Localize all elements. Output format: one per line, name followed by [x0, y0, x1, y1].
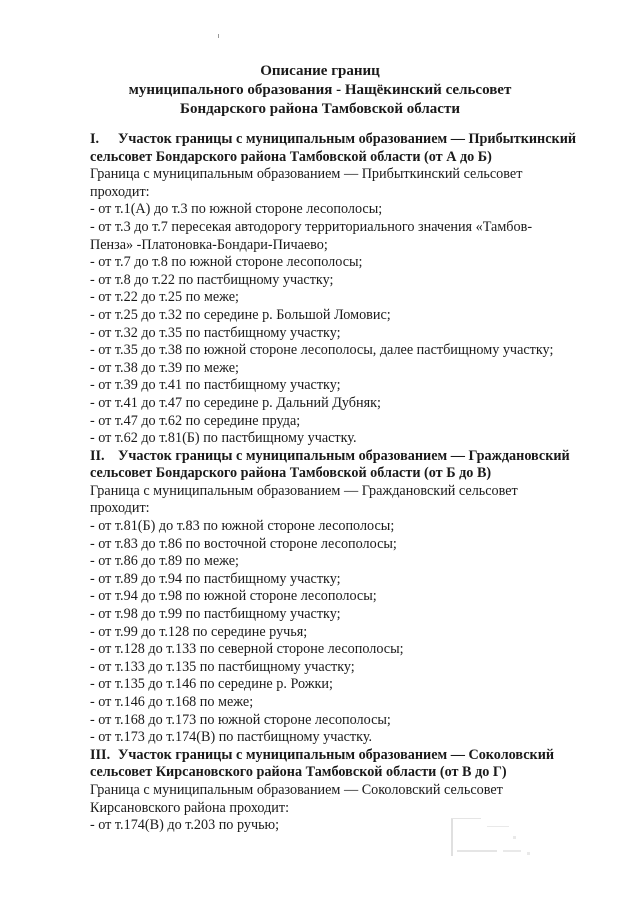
- boundary-item: - от т.3 до т.7 пересекая автодорогу территориального значения «Тамбов-: [90, 218, 533, 235]
- boundary-item: - от т.7 до т.8 по южной стороне лесополосы;: [90, 254, 363, 271]
- boundary-item: - от т.89 до т.94 по пастбищному участку;: [90, 570, 341, 587]
- boundary-item: - от т.47 до т.62 по середине пруда;: [90, 412, 301, 429]
- heading-line: сельсовет Бондарского района Тамбовской области (от А до Б): [90, 148, 492, 165]
- section-heading: [90, 131, 620, 166]
- intro-line: Кирсановского района проходит:: [90, 799, 290, 816]
- boundary-item: - от т.135 до т.146 по середине р. Рожки;: [90, 676, 333, 693]
- section-3: [90, 747, 620, 835]
- boundary-item: - от т.168 до т.173 по южной стороне лесополосы;: [90, 711, 391, 728]
- intro-line: Граница с муниципальным образованием — Граждановский сельсовет: [90, 482, 518, 499]
- boundary-item: - от т.22 до т.25 по меже;: [90, 289, 239, 306]
- boundary-item: - от т.146 до т.168 по меже;: [90, 694, 254, 710]
- boundary-item: - от т.86 до т.89 по меже;: [90, 553, 239, 570]
- boundary-item: - от т.174(В) до т.203 по ручью;: [90, 817, 280, 834]
- intro-line: Граница с муниципальным образованием — Соколовский сельсовет: [90, 781, 503, 798]
- boundary-item: - от т.35 до т.38 по южной стороне лесополосы, далее пастбищному участку;: [90, 342, 554, 359]
- section-numeral: III.: [90, 746, 111, 763]
- heading-line: сельсовет Кирсановского района Тамбовской области (от В до Г): [90, 764, 507, 781]
- section-heading: [90, 747, 620, 782]
- intro-line: проходит:: [90, 500, 150, 517]
- heading-line: Участок границы с муниципальным образованием — Прибыткинский: [118, 131, 577, 147]
- title-line: Бондарского района Тамбовской области: [180, 101, 460, 117]
- boundary-item: - от т.32 до т.35 по пастбищному участку;: [90, 324, 341, 341]
- section-numeral: I.: [90, 131, 100, 147]
- intro-line: Граница с муниципальным образованием — Прибыткинский сельсовет: [90, 166, 523, 183]
- boundary-item: - от т.1(А) до т.3 по южной стороне лесополосы;: [90, 201, 383, 218]
- heading-line: сельсовет Бондарского района Тамбовской области (от Б до В): [90, 465, 492, 482]
- boundary-item: - от т.62 до т.81(Б) по пастбищному участку.: [90, 430, 357, 447]
- boundary-item: - от т.83 до т.86 по восточной стороне лесополосы;: [90, 535, 397, 552]
- document-title: [0, 62, 640, 119]
- heading-line: Участок границы с муниципальным образованием — Соколовский: [118, 746, 555, 763]
- boundary-item: - от т.8 до т.22 по пастбищному участку;: [90, 271, 334, 288]
- section-2: [90, 448, 620, 747]
- document-body: [90, 131, 620, 835]
- boundary-item: - от т.25 до т.32 по середине р. Большой Ломовис;: [90, 306, 391, 323]
- boundary-item: - от т.99 до т.128 по середине ручья;: [90, 623, 308, 640]
- boundary-item: - от т.39 до т.41 по пастбищному участку;: [90, 377, 341, 394]
- section-1: [90, 131, 620, 448]
- title-line: муниципального образования - Нащёкинский сельсовет: [128, 82, 512, 98]
- boundary-item: - от т.38 до т.39 по меже;: [90, 359, 239, 376]
- intro-line: проходит:: [90, 183, 150, 200]
- boundary-item: - от т.128 до т.133 по северной стороне лесополосы;: [90, 641, 404, 658]
- faint-stamp-mark: [447, 812, 539, 862]
- section-heading: [90, 448, 620, 483]
- boundary-item: - от т.94 до т.98 по южной стороне лесополосы;: [90, 588, 377, 605]
- boundary-item: Пенза» -Платоновка-Бондари-Пичаево;: [90, 236, 328, 253]
- section-numeral: II.: [90, 447, 105, 464]
- scan-mark: [218, 34, 219, 38]
- boundary-item: - от т.41 до т.47 по середине р. Дальний Дубняк;: [90, 394, 381, 411]
- heading-line: Участок границы с муниципальным образованием — Граждановский: [118, 447, 570, 464]
- boundary-item: - от т.173 до т.174(В) по пастбищному участку.: [90, 729, 373, 746]
- boundary-item: - от т.81(Б) до т.83 по южной стороне лесополосы;: [90, 518, 395, 535]
- title-line: Описание границ: [260, 63, 380, 79]
- boundary-item: - от т.98 до т.99 по пастбищному участку;: [90, 606, 341, 623]
- boundary-item: - от т.133 до т.135 по пастбищному участку;: [90, 658, 355, 675]
